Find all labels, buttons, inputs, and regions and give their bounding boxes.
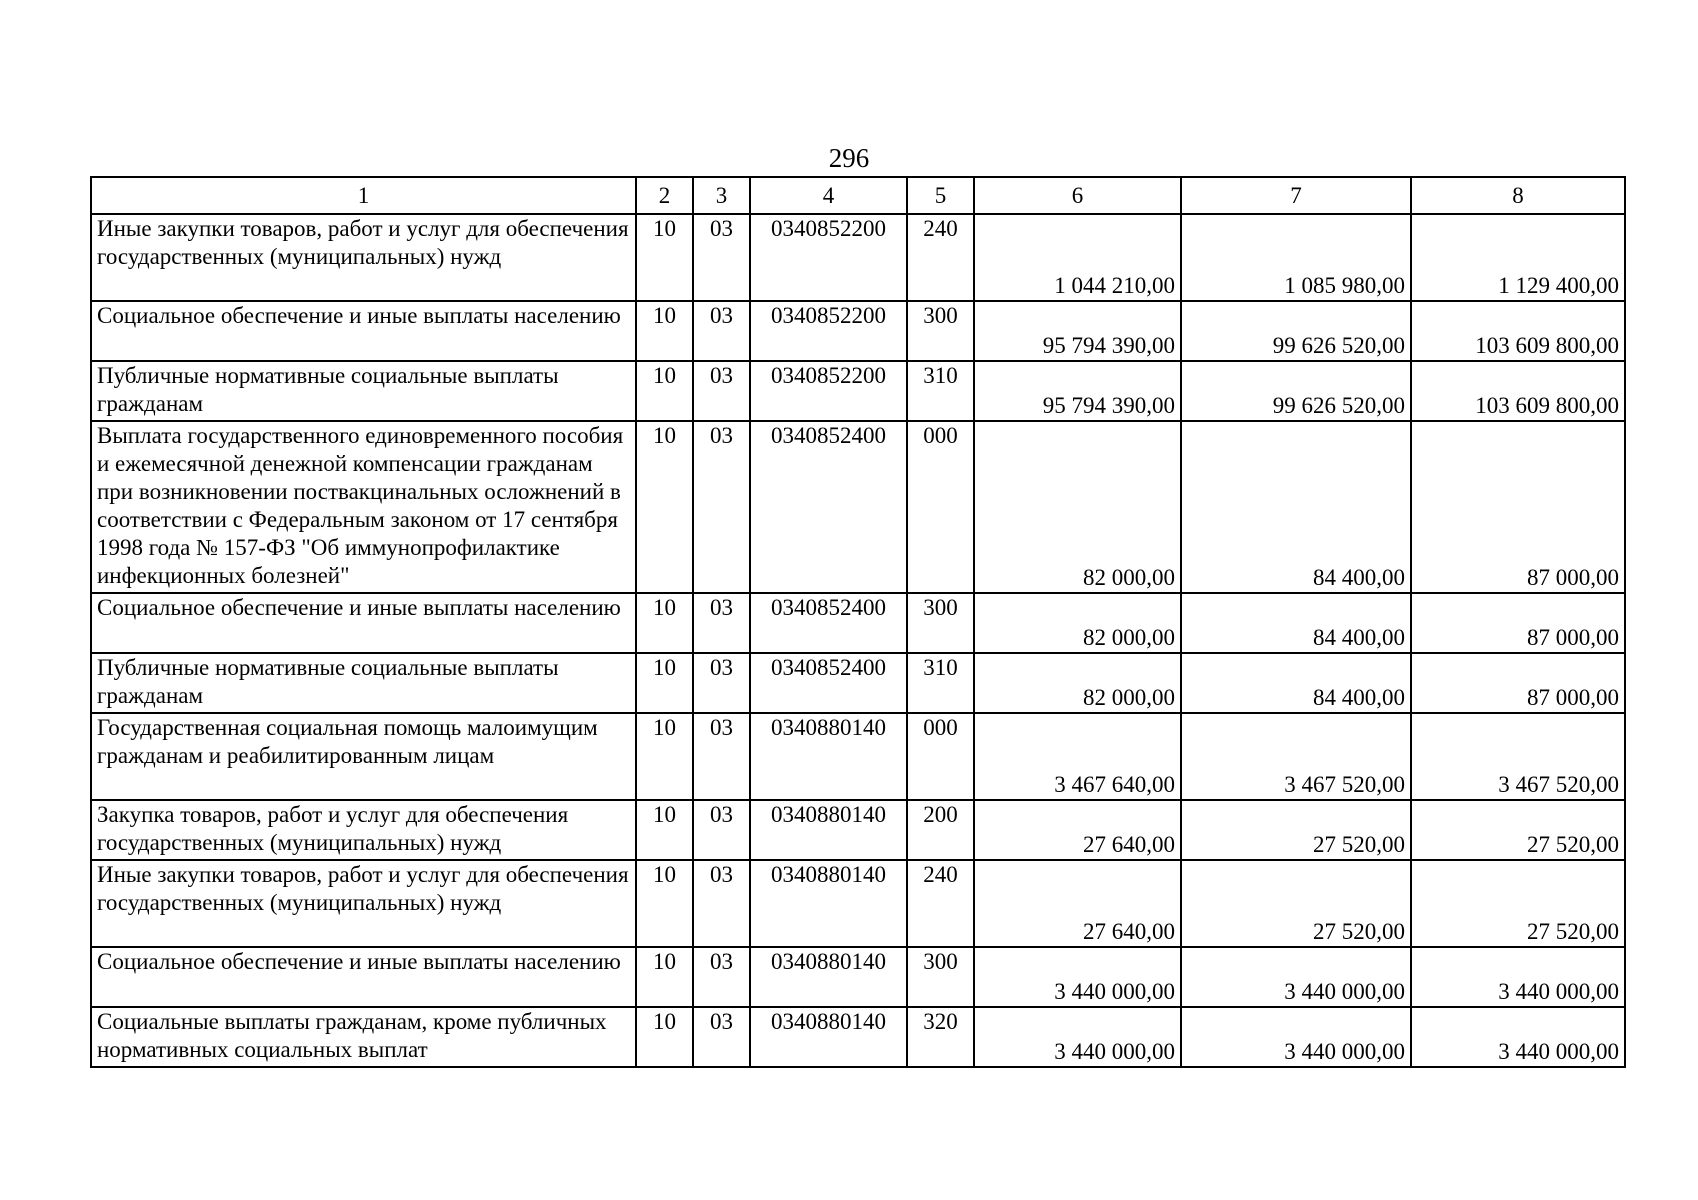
- section-code: 10: [636, 421, 693, 593]
- amount-col6: 95 794 390,00: [974, 361, 1181, 421]
- column-header: 3: [693, 177, 750, 214]
- expense-type-code: 300: [907, 593, 974, 653]
- row-name: Закупка товаров, работ и услуг для обеспечения государственных (муниципальных) нужд: [91, 800, 636, 860]
- target-article-code: 0340880140: [750, 947, 907, 1007]
- amount-col8: 1 129 400,00: [1411, 214, 1625, 301]
- table-row: [91, 593, 1625, 653]
- amount-col7: 84 400,00: [1181, 593, 1411, 653]
- amount-col8: 87 000,00: [1411, 421, 1625, 593]
- subsection-code: 03: [693, 947, 750, 1007]
- amount-col6: 3 440 000,00: [974, 1007, 1181, 1067]
- amount-col7: 84 400,00: [1181, 653, 1411, 713]
- section-code: 10: [636, 301, 693, 361]
- table-row: [91, 1007, 1625, 1067]
- subsection-code: 03: [693, 653, 750, 713]
- subsection-code: 03: [693, 1007, 750, 1067]
- amount-col7: 99 626 520,00: [1181, 301, 1411, 361]
- table-row: [91, 361, 1625, 421]
- target-article-code: 0340852400: [750, 653, 907, 713]
- target-article-code: 0340880140: [750, 713, 907, 800]
- row-name: Публичные нормативные социальные выплаты гражданам: [91, 653, 636, 713]
- subsection-code: 03: [693, 421, 750, 593]
- target-article-code: 0340852200: [750, 361, 907, 421]
- target-article-code: 0340880140: [750, 1007, 907, 1067]
- amount-col8: 3 467 520,00: [1411, 713, 1625, 800]
- header-row: [91, 177, 1625, 214]
- row-name: Социальное обеспечение и иные выплаты населению: [91, 947, 636, 1007]
- expense-type-code: 200: [907, 800, 974, 860]
- row-name: Публичные нормативные социальные выплаты гражданам: [91, 361, 636, 421]
- amount-col7: 3 440 000,00: [1181, 1007, 1411, 1067]
- column-header: 2: [636, 177, 693, 214]
- section-code: 10: [636, 653, 693, 713]
- row-name: Социальные выплаты гражданам, кроме публичных нормативных социальных выплат: [91, 1007, 636, 1067]
- section-code: 10: [636, 214, 693, 301]
- table-row: [91, 860, 1625, 947]
- target-article-code: 0340880140: [750, 860, 907, 947]
- section-code: 10: [636, 593, 693, 653]
- amount-col7: 3 440 000,00: [1181, 947, 1411, 1007]
- column-header: 6: [974, 177, 1181, 214]
- amount-col6: 82 000,00: [974, 421, 1181, 593]
- amount-col8: 27 520,00: [1411, 860, 1625, 947]
- amount-col6: 3 440 000,00: [974, 947, 1181, 1007]
- amount-col7: 27 520,00: [1181, 860, 1411, 947]
- row-name: Иные закупки товаров, работ и услуг для обеспечения государственных (муниципальных) нужд: [91, 860, 636, 947]
- amount-col8: 87 000,00: [1411, 593, 1625, 653]
- amount-col8: 103 609 800,00: [1411, 301, 1625, 361]
- column-header: 4: [750, 177, 907, 214]
- subsection-code: 03: [693, 361, 750, 421]
- amount-col7: 84 400,00: [1181, 421, 1411, 593]
- amount-col8: 3 440 000,00: [1411, 1007, 1625, 1067]
- subsection-code: 03: [693, 860, 750, 947]
- target-article-code: 0340852200: [750, 301, 907, 361]
- amount-col6: 27 640,00: [974, 800, 1181, 860]
- row-name: Социальное обеспечение и иные выплаты населению: [91, 593, 636, 653]
- target-article-code: 0340852400: [750, 421, 907, 593]
- target-article-code: 0340852400: [750, 593, 907, 653]
- amount-col6: 1 044 210,00: [974, 214, 1181, 301]
- column-header: 8: [1411, 177, 1625, 214]
- expense-type-code: 240: [907, 214, 974, 301]
- table-row: [91, 713, 1625, 800]
- table-row: [91, 301, 1625, 361]
- amount-col7: 3 467 520,00: [1181, 713, 1411, 800]
- subsection-code: 03: [693, 800, 750, 860]
- expense-type-code: 300: [907, 301, 974, 361]
- budget-table: [90, 176, 1626, 1068]
- column-header: 1: [91, 177, 636, 214]
- expense-type-code: 000: [907, 713, 974, 800]
- table-row: [91, 947, 1625, 1007]
- amount-col8: 103 609 800,00: [1411, 361, 1625, 421]
- subsection-code: 03: [693, 713, 750, 800]
- subsection-code: 03: [693, 593, 750, 653]
- section-code: 10: [636, 947, 693, 1007]
- table-row: [91, 653, 1625, 713]
- section-code: 10: [636, 800, 693, 860]
- table-row: [91, 214, 1625, 301]
- amount-col8: 3 440 000,00: [1411, 947, 1625, 1007]
- target-article-code: 0340880140: [750, 800, 907, 860]
- amount-col6: 82 000,00: [974, 593, 1181, 653]
- section-code: 10: [636, 713, 693, 800]
- expense-type-code: 000: [907, 421, 974, 593]
- amount-col6: 82 000,00: [974, 653, 1181, 713]
- amount-col6: 95 794 390,00: [974, 301, 1181, 361]
- expense-type-code: 300: [907, 947, 974, 1007]
- amount-col6: 3 467 640,00: [974, 713, 1181, 800]
- row-name: Иные закупки товаров, работ и услуг для обеспечения государственных (муниципальных) нужд: [91, 214, 636, 301]
- column-header: 5: [907, 177, 974, 214]
- amount-col6: 27 640,00: [974, 860, 1181, 947]
- amount-col8: 87 000,00: [1411, 653, 1625, 713]
- expense-type-code: 320: [907, 1007, 974, 1067]
- row-name: Выплата государственного единовременного пособия и ежемесячной денежной компенсации гражданам при возникновении поствакцинальных осложнений в соответствии с Федеральным законом от 17 сентября 1998 года № 157-ФЗ "Об иммунопрофилактике инфекционных болезней": [91, 421, 636, 593]
- row-name: Социальное обеспечение и иные выплаты населению: [91, 301, 636, 361]
- amount-col8: 27 520,00: [1411, 800, 1625, 860]
- table-row: [91, 800, 1625, 860]
- table-row: [91, 421, 1625, 593]
- column-header: 7: [1181, 177, 1411, 214]
- expense-type-code: 310: [907, 361, 974, 421]
- amount-col7: 99 626 520,00: [1181, 361, 1411, 421]
- expense-type-code: 240: [907, 860, 974, 947]
- amount-col7: 1 085 980,00: [1181, 214, 1411, 301]
- section-code: 10: [636, 860, 693, 947]
- subsection-code: 03: [693, 214, 750, 301]
- amount-col7: 27 520,00: [1181, 800, 1411, 860]
- subsection-code: 03: [693, 301, 750, 361]
- section-code: 10: [636, 1007, 693, 1067]
- page-number: 296: [828, 143, 870, 173]
- target-article-code: 0340852200: [750, 214, 907, 301]
- section-code: 10: [636, 361, 693, 421]
- row-name: Государственная социальная помощь малоимущим гражданам и реабилитированным лицам: [91, 713, 636, 800]
- expense-type-code: 310: [907, 653, 974, 713]
